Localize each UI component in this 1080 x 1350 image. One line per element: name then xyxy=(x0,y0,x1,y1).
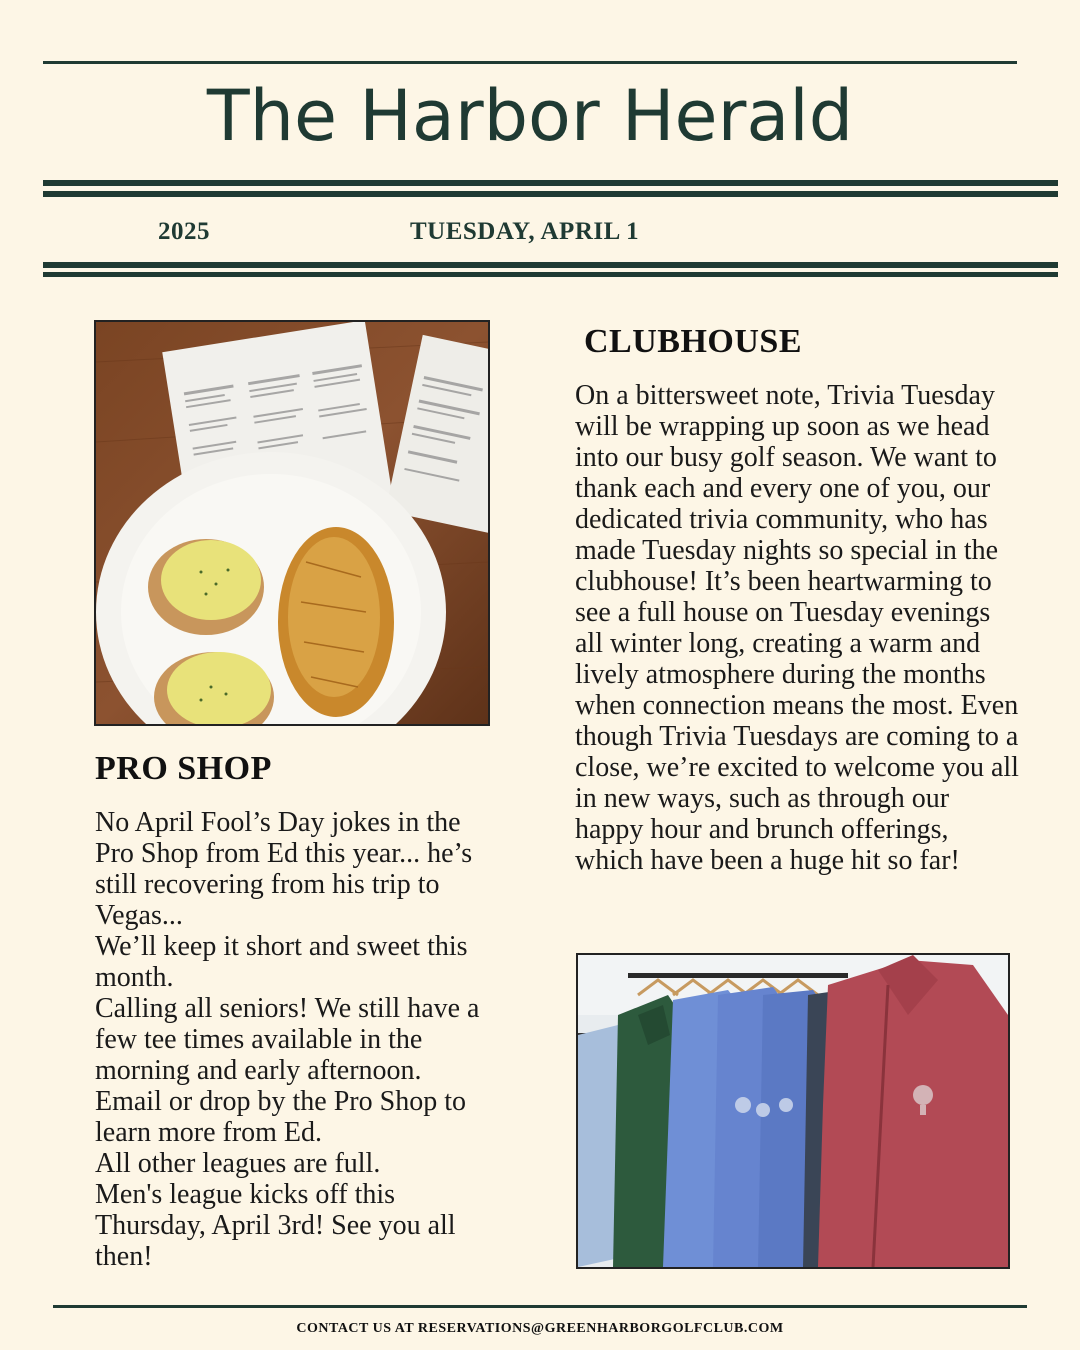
dateline-rule-upper xyxy=(43,262,1058,268)
clubhouse-body xyxy=(575,380,1020,876)
top-rule xyxy=(43,61,1017,64)
masthead-rule-lower xyxy=(43,191,1058,197)
dateline-year: 2025 xyxy=(158,218,210,245)
masthead-rule-upper xyxy=(43,180,1058,186)
footer-contact: CONTACT US AT RESERVATIONS@GREENHARBORGOLFCLUB.COM xyxy=(296,1321,784,1336)
pro-shop-heading: PRO SHOP xyxy=(95,750,272,787)
pro-shop-paragraph: We’ll keep it short and sweet this month. xyxy=(95,931,468,993)
footer-rule xyxy=(53,1305,1027,1308)
pro-shop-paragraph: Calling all seniors! We still have a few tee times available in the morning and early afternoon. Email or drop by the Pro Shop to learn more from Ed. xyxy=(95,993,480,1148)
pro-shop-paragraph: All other leagues are full. xyxy=(95,1148,381,1179)
pro-shop-paragraph: Men's league kicks off this Thursday, April 3rd! See you all then! xyxy=(95,1179,456,1272)
brunch-photo xyxy=(94,320,490,726)
dateline-rule-lower xyxy=(43,272,1058,277)
masthead-title: The Harbor Herald xyxy=(206,75,854,157)
clubhouse-paragraph: On a bittersweet note, Trivia Tuesday will be wrapping up soon as we head into our busy golf season. We want to thank each and every one of you, our dedicated trivia community, who has made Tuesday nights so special in the clubhouse! It’s been heartwarming to see a full house on Tuesday evenings all winter long, creating a warm and lively atmosphere during the months when connection means the most. Even though Trivia Tuesdays are coming to a close, we’re excited to welcome you all in new ways, such as through our happy hour and brunch offerings, which have been a huge hit so far! xyxy=(575,380,1019,876)
dateline-date: TUESDAY, APRIL 1 xyxy=(410,218,640,245)
pro-shop-body xyxy=(95,807,495,1272)
clubhouse-heading: CLUBHOUSE xyxy=(584,323,802,360)
pro-shop-paragraph: No April Fool’s Day jokes in the Pro Shop from Ed this year... he’s still recovering from his trip to Vegas... xyxy=(95,807,473,931)
apparel-rack-photo xyxy=(576,953,1010,1269)
